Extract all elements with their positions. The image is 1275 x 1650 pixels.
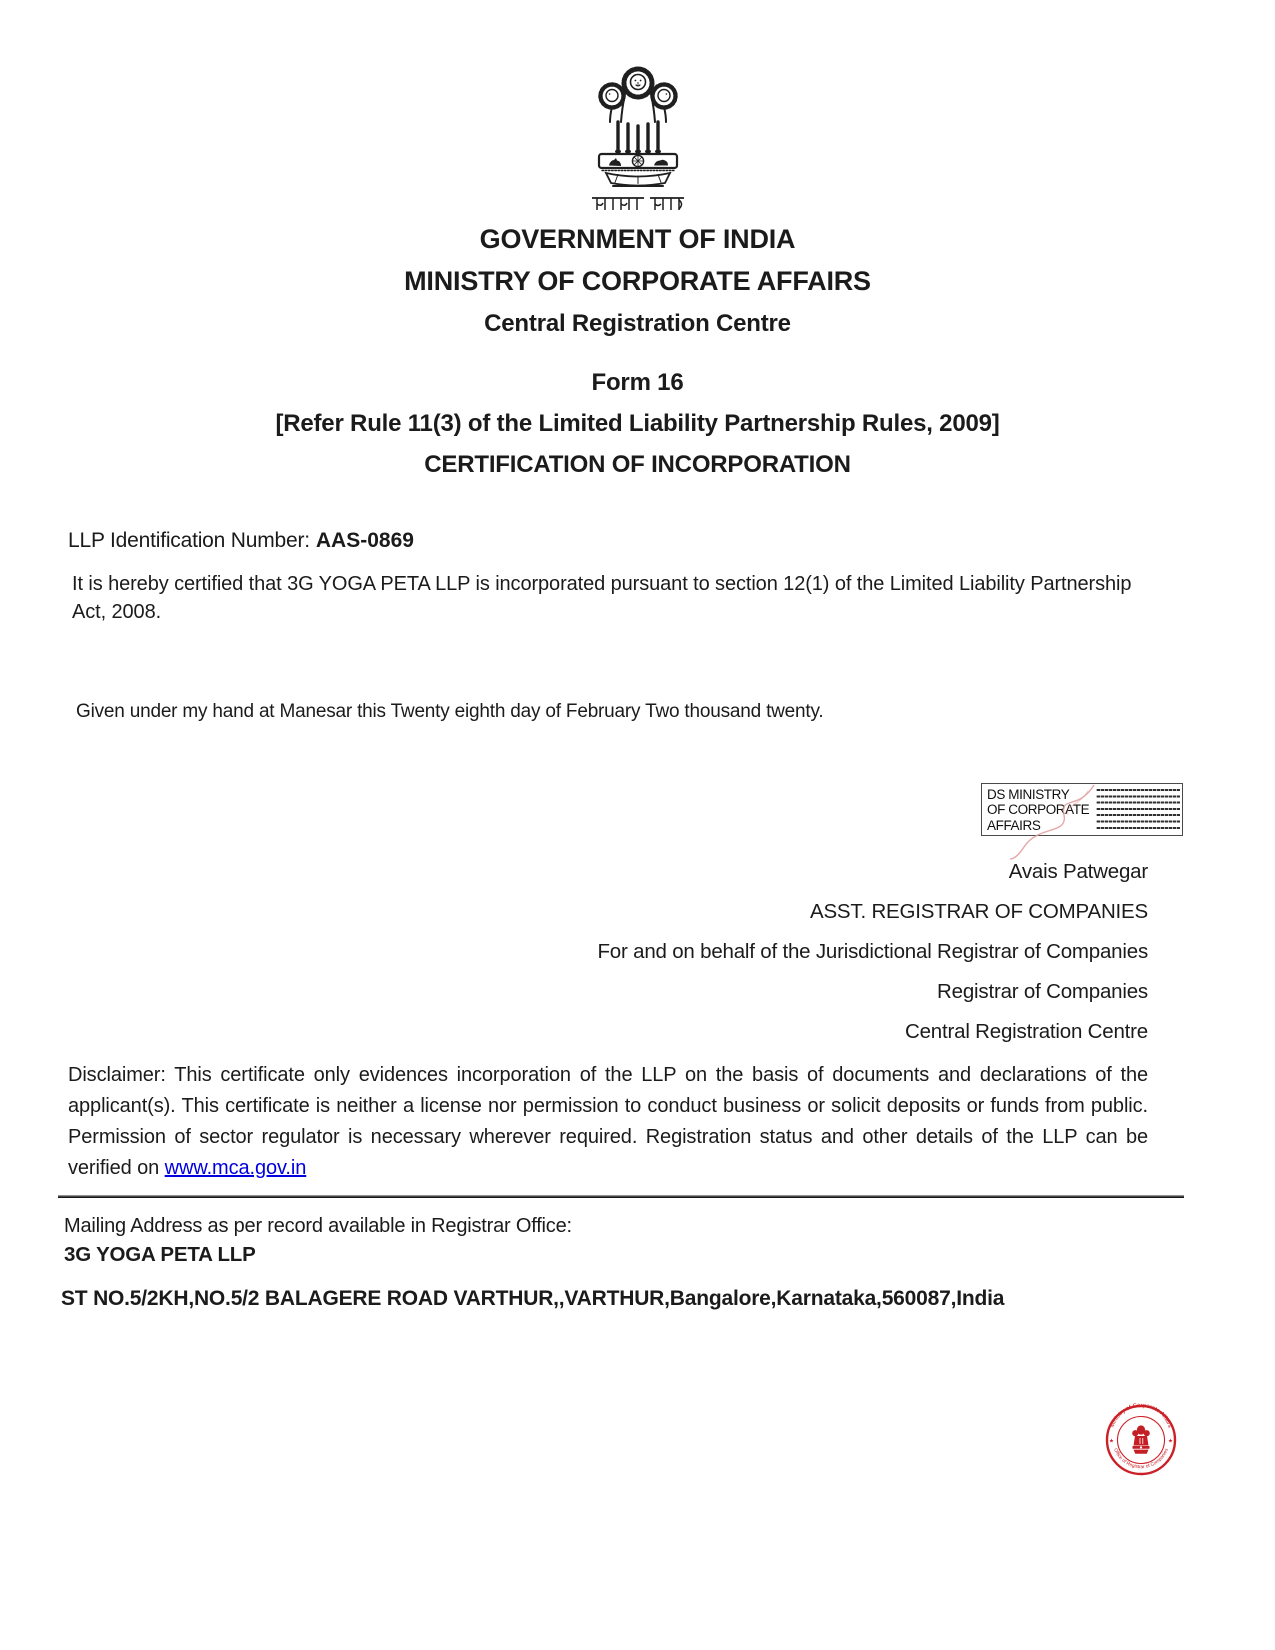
signatory-designation: ASST. REGISTRAR OF COMPANIES bbox=[809, 900, 1148, 923]
registrar-seal bbox=[1101, 1400, 1181, 1480]
mca-link[interactable]: www.mca.gov.in bbox=[164, 1157, 307, 1179]
disclaimer-text: Disclaimer: This certificate only evidences incorporation of the LLP on the basis of documents and declarations of the applicant(s). This certificate is neither a license nor permission to conduct business or solicit deposits or funds from public. Permission of sector regulator is necessary wherever required. Registration status and other details of the LLP can be verified on bbox=[68, 1064, 1148, 1179]
disclaimer-paragraph bbox=[68, 1060, 1148, 1184]
satyameva-jayate-motto bbox=[590, 194, 686, 214]
mailing-label: Mailing Address as per record available in Registrar Office: bbox=[64, 1215, 572, 1237]
svg-text:Ministry of Corporate Affairs bbox=[1110, 1403, 1173, 1429]
seal-center-emblem bbox=[1132, 1425, 1150, 1453]
ds-line-3: AFFAIRS bbox=[987, 817, 1041, 833]
llp-id-value: AAS-0869 bbox=[315, 529, 414, 552]
ds-line-2: OF CORPORATE bbox=[987, 802, 1090, 818]
certification-text: It is hereby certified that 3G YOGA PETA LLP is incorporated pursuant to section 12(1) of the Limited Liability Partnership Act, 2008. bbox=[72, 573, 1132, 623]
signatory-behalf: For and on behalf of the Jurisdictional Registrar of Companies bbox=[597, 940, 1148, 963]
digital-signature-label bbox=[987, 787, 1091, 832]
seal-star-right: ★ bbox=[1168, 1438, 1173, 1445]
digital-signature-microtext bbox=[1096, 789, 1180, 833]
signatory-name: Avais Patwegar bbox=[1008, 860, 1148, 883]
title-ministry: MINISTRY OF CORPORATE AFFAIRS bbox=[404, 266, 871, 296]
issuance-text: Given under my hand at Manesar this Twenty eighth day of February Two thousand twenty. bbox=[76, 701, 824, 722]
section-divider bbox=[58, 1195, 1184, 1198]
digital-signature-box bbox=[981, 783, 1183, 836]
signatory-centre: Central Registration Centre bbox=[905, 1020, 1148, 1043]
india-national-emblem-icon bbox=[582, 62, 694, 194]
signatory-block bbox=[597, 852, 1148, 1052]
rule-reference: [Refer Rule 11(3) of the Limited Liability Partnership Rules, 2009] bbox=[275, 410, 1000, 437]
seal-top-text: Ministry of Corporate Affairs bbox=[1109, 1402, 1173, 1429]
certificate-title: CERTIFICATION OF INCORPORATION bbox=[424, 451, 851, 478]
signatory-office: Registrar of Companies bbox=[937, 980, 1148, 1003]
ds-line-1: DS MINISTRY bbox=[987, 787, 1070, 802]
llp-id-line bbox=[68, 529, 414, 553]
form-number: Form 16 bbox=[591, 369, 684, 396]
title-government-of-india: GOVERNMENT OF INDIA bbox=[479, 224, 796, 254]
seal-bottom-text: Office of Registrar of Companies bbox=[1112, 1447, 1170, 1471]
mailing-company-name: 3G YOGA PETA LLP bbox=[64, 1243, 256, 1266]
mailing-address: ST NO.5/2KH,NO.5/2 BALAGERE ROAD VARTHUR,,VARTHUR,Bangalore,Karnataka,560087,India bbox=[61, 1287, 1005, 1310]
emblem-block bbox=[0, 62, 1275, 214]
llp-id-label: LLP Identification Number: bbox=[68, 529, 310, 552]
title-central-registration-centre: Central Registration Centre bbox=[484, 310, 791, 337]
seal-star-left: ★ bbox=[1109, 1438, 1114, 1445]
